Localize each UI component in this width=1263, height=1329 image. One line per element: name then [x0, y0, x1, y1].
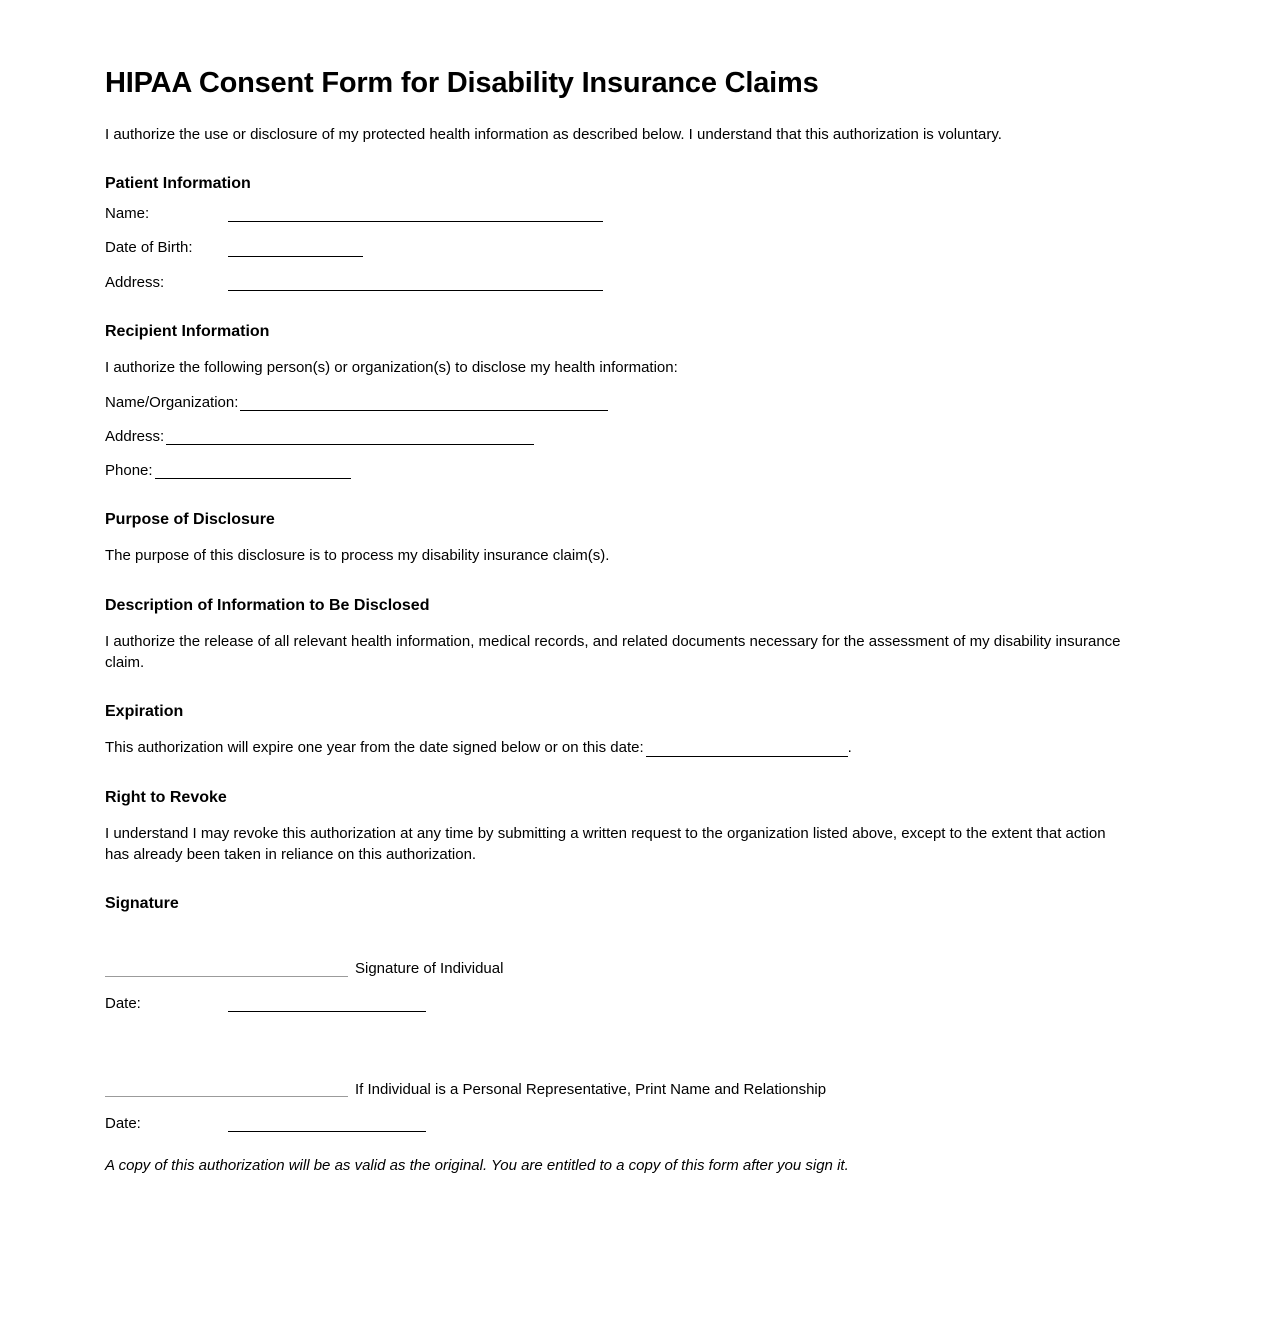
patient-address-input[interactable]: [228, 275, 603, 291]
section-heading-patient-information: Patient Information: [105, 175, 251, 193]
signature-individual-block: [105, 959, 1127, 979]
purpose-of-disclosure-body: The purpose of this disclosure is to process my disability insurance claim(s).: [105, 547, 610, 565]
recipient-address-label: Address:: [105, 427, 165, 445]
section-heading-description-of-information: Description of Information to Be Disclosed: [105, 597, 430, 615]
signature-individual-date-input[interactable]: [228, 996, 426, 1012]
field-row-recipient-phone: [105, 461, 1127, 481]
section-heading-recipient-information: Recipient Information: [105, 322, 270, 340]
signature-representative-caption: If Individual is a Personal Representative, Print Name and Relationship: [355, 1080, 827, 1098]
signature-representative-line[interactable]: [105, 1082, 348, 1097]
field-row-patient-dob: [105, 238, 1127, 258]
document-footnote: A copy of this authorization will be as valid as the original. You are entitled to a copy of this form after you sign it.: [105, 1157, 849, 1175]
patient-address-label: Address:: [105, 273, 165, 291]
recipient-intro-paragraph: I authorize the following person(s) or organization(s) to disclose my health information:: [105, 358, 678, 376]
signature-representative-date-input[interactable]: [228, 1116, 426, 1132]
signature-individual-date-label: Date:: [105, 994, 141, 1012]
patient-dob-input[interactable]: [228, 241, 363, 257]
signature-representative-date-label: Date:: [105, 1115, 141, 1133]
field-row-recipient-address: [105, 427, 1127, 447]
field-row-patient-address: [105, 273, 1127, 293]
recipient-organization-label: Name/Organization:: [105, 393, 239, 411]
expiration-trailing-period: .: [847, 739, 852, 757]
recipient-address-input[interactable]: [166, 429, 534, 445]
section-heading-signature: Signature: [105, 895, 179, 913]
expiration-date-input[interactable]: [646, 741, 848, 757]
patient-dob-label: Date of Birth:: [105, 239, 193, 257]
intro-paragraph: I authorize the use or disclosure of my protected health information as described below. I understand that this authorization is voluntary.: [105, 125, 1002, 143]
signature-individual-caption: Signature of Individual: [355, 960, 504, 978]
patient-name-label: Name:: [105, 205, 150, 223]
recipient-phone-label: Phone:: [105, 462, 153, 480]
section-heading-purpose-of-disclosure: Purpose of Disclosure: [105, 511, 275, 529]
document-body: [105, 0, 1127, 1177]
recipient-organization-input[interactable]: [240, 395, 608, 411]
section-heading-expiration: Expiration: [105, 703, 184, 721]
right-to-revoke-body: I understand I may revoke this authorization at any time by submitting a written request to the organization listed above, except to the extent that action has already been taken in reliance on this authorization.: [105, 825, 1106, 863]
patient-name-input[interactable]: [228, 206, 603, 222]
expiration-body: [105, 738, 1127, 759]
field-row-recipient-organization: [105, 393, 1127, 413]
field-row-signature-representative-date: [105, 1114, 1127, 1134]
expiration-text: This authorization will expire one year from the date signed below or on this date:: [105, 739, 644, 757]
section-heading-right-to-revoke: Right to Revoke: [105, 789, 227, 807]
field-row-patient-name: [105, 204, 1127, 224]
description-of-information-body: I authorize the release of all relevant health information, medical records, and related documents necessary for the assessment of my disability insurance claim.: [105, 633, 1121, 671]
field-row-signature-individual-date: [105, 994, 1127, 1014]
page-title: HIPAA Consent Form for Disability Insurance Claims: [105, 67, 819, 99]
signature-individual-line[interactable]: [105, 962, 348, 977]
recipient-phone-input[interactable]: [155, 463, 351, 479]
signature-representative-block: [105, 1080, 1127, 1100]
